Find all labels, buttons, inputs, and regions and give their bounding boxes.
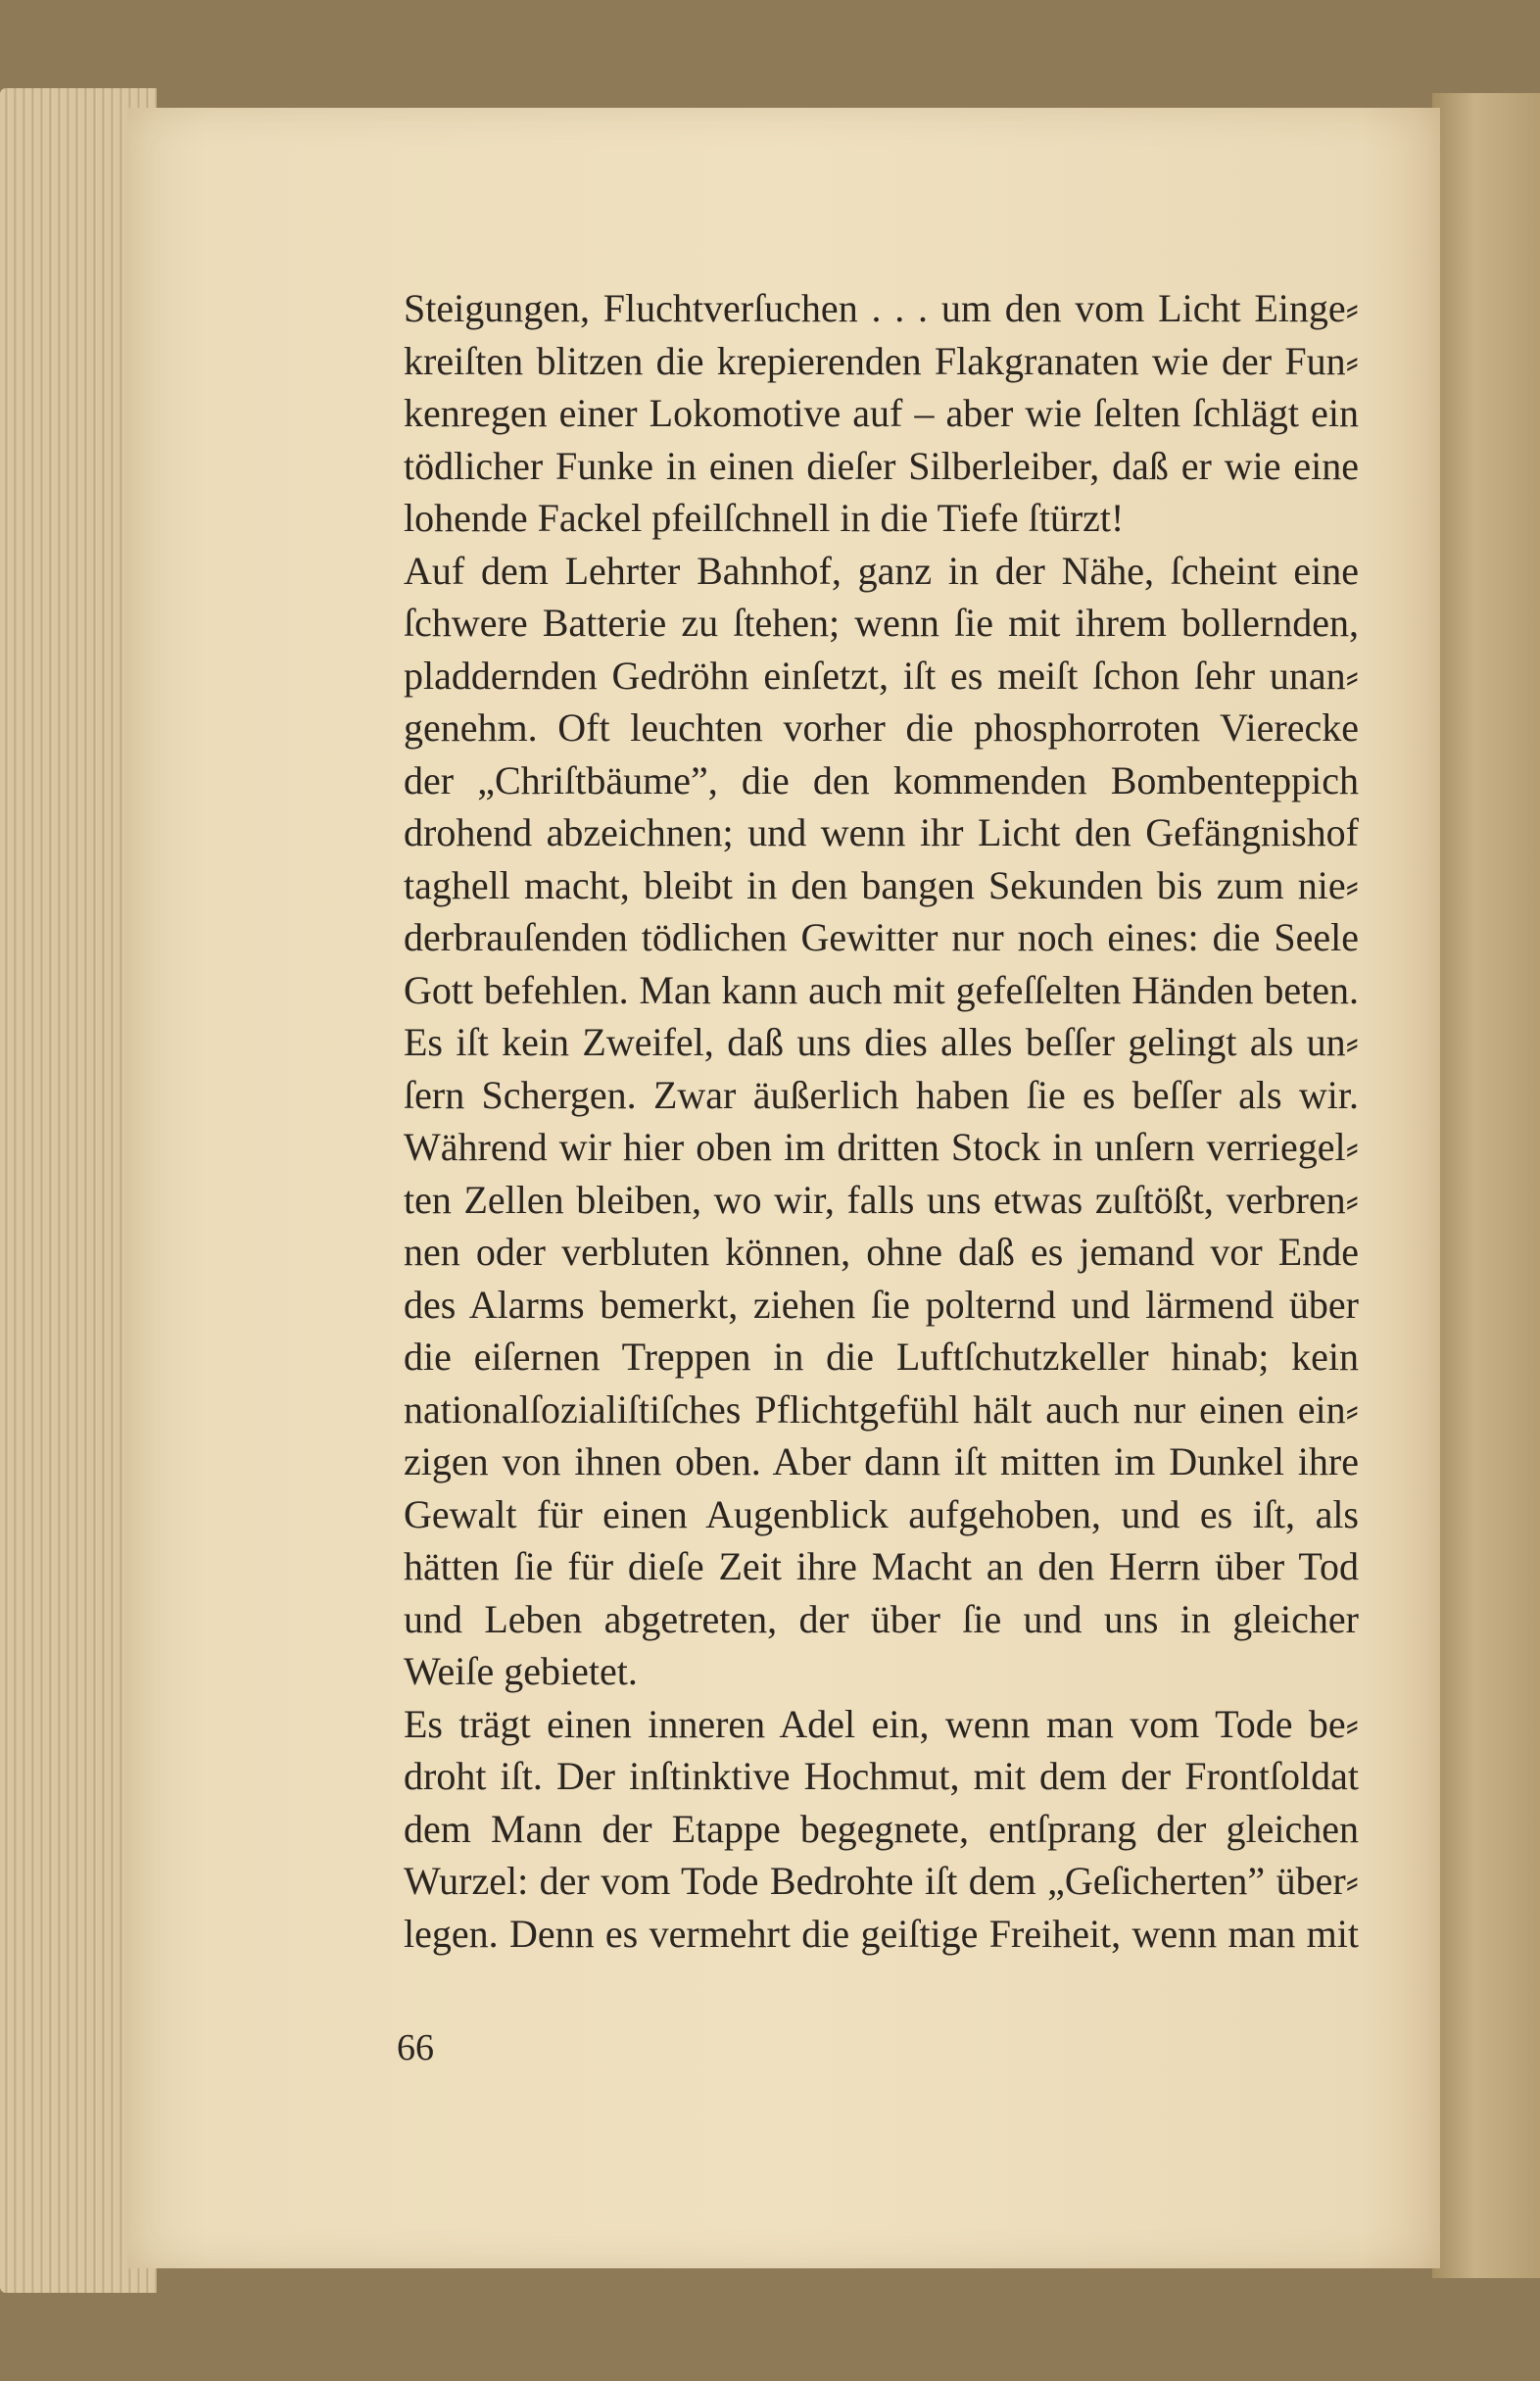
text-line: taghell macht, bleibt in den bangen Sekunden bis zum nie⸗ bbox=[404, 862, 1359, 907]
text-line: und Leben abgetreten, der über ſie und uns in gleicher bbox=[404, 1596, 1359, 1641]
text-line: der „Chriſtbäume”, die den kommenden Bombenteppich bbox=[404, 757, 1359, 802]
text-line: zigen von ihnen oben. Aber dann iſt mitten im Dunkel ihre bbox=[404, 1439, 1359, 1483]
text-line: genehm. Oft leuchten vorher die phosphorroten Vierecke bbox=[404, 705, 1359, 750]
text-line: des Alarms bemerkt, ziehen ſie polternd und lärmend über bbox=[404, 1282, 1359, 1327]
text-line: Auf dem Lehrter Bahnhof, ganz in der Nähe, ſcheint eine bbox=[404, 548, 1359, 593]
text-line: pladdernden Gedröhn einſetzt, iſt es meiſt ſchon ſehr unan⸗ bbox=[404, 653, 1359, 698]
book-cover-edge bbox=[1432, 93, 1540, 2278]
text-line: Wurzel: der vom Tode Bedrohte iſt dem „Geſicherten” über⸗ bbox=[404, 1859, 1359, 1903]
text-line: Es iſt kein Zweifel, daß uns dies alles beſſer gelingt als un⸗ bbox=[404, 1020, 1359, 1064]
text-line: legen. Denn es vermehrt die geiſtige Freiheit, wenn man mit bbox=[404, 1911, 1359, 1956]
text-line: kreiſten blitzen die krepierenden Flakgranaten wie der Fun⸗ bbox=[404, 338, 1359, 383]
text-line: dem Mann der Etappe begegnete, entſprang der gleichen bbox=[404, 1806, 1359, 1851]
text-line: Gewalt für einen Augenblick aufgehoben, und es iſt, als bbox=[404, 1491, 1359, 1536]
text-line: nationalſozialiſtiſches Pflichtgefühl hält auch nur einen ein⸗ bbox=[404, 1386, 1359, 1432]
text-line: die eiſernen Treppen in die Luftſchutzkeller hinab; kein bbox=[404, 1335, 1359, 1379]
text-line: droht iſt. Der inſtinktive Hochmut, mit dem der Frontſoldat bbox=[404, 1754, 1359, 1798]
text-line: nen oder verbluten können, ohne daß es jemand vor Ende bbox=[404, 1230, 1359, 1274]
text-line: kenregen einer Lokomotive auf – aber wie ſelten ſchlägt ein bbox=[404, 391, 1359, 435]
text-line: hätten ſie für dieſe Zeit ihre Macht an den Herrn über Tod bbox=[404, 1544, 1359, 1588]
text-line: Gott befehlen. Man kann auch mit gefeſſelten Händen beten. bbox=[404, 967, 1359, 1012]
page-text bbox=[404, 282, 1359, 1960]
text-line: tödlicher Funke in einen dieſer Silberleiber, daß er wie eine bbox=[404, 443, 1359, 488]
page-number: 66 bbox=[397, 2027, 434, 2068]
text-line: ten Zellen bleiben, wo wir, falls uns etwas zuſtößt, verbren⸗ bbox=[404, 1177, 1359, 1222]
text-line: ſchwere Batterie zu ſtehen; wenn ſie mit ihrem bollernden, bbox=[404, 601, 1359, 645]
text-line: drohend abzeichnen; und wenn ihr Licht den Gefängnishof bbox=[404, 810, 1359, 854]
text-line: ſern Schergen. Zwar äußerlich haben ſie es beſſer als wir. bbox=[404, 1072, 1359, 1117]
text-line: Steigungen, Fluchtverſuchen . . . um den vom Licht Einge⸗ bbox=[404, 286, 1359, 330]
text-line: lohende Fackel pfeilſchnell in die Tiefe ſtürzt! bbox=[404, 496, 1125, 540]
text-line: Es trägt einen inneren Adel ein, wenn man vom Tode be⸗ bbox=[404, 1701, 1359, 1746]
text-line: Weiſe gebietet. bbox=[404, 1649, 638, 1693]
text-line: derbrauſenden tödlichen Gewitter nur noch eines: die Seele bbox=[404, 915, 1359, 959]
text-line: Während wir hier oben im dritten Stock in unſern verriegel⸗ bbox=[404, 1125, 1359, 1169]
